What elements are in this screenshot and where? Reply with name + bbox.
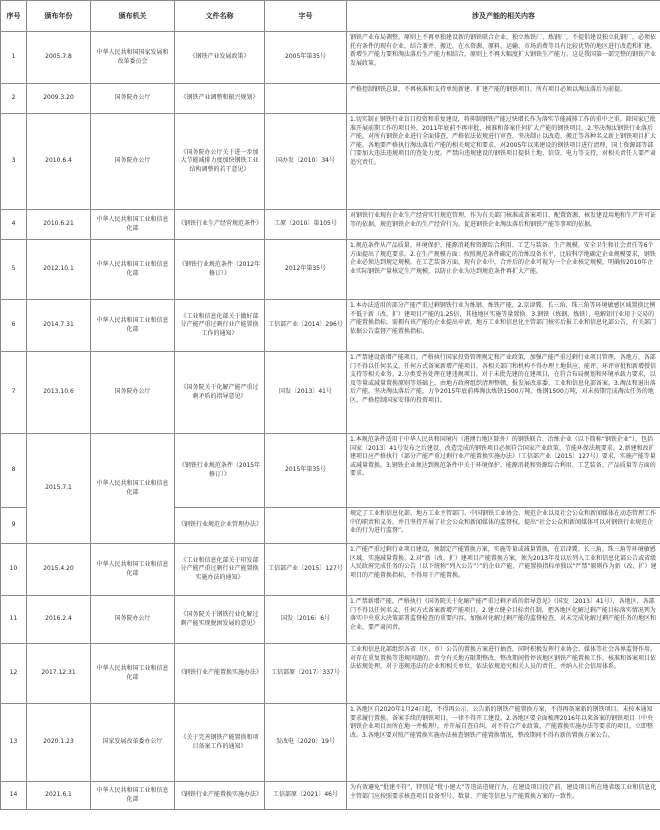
table-row	[1, 84, 660, 114]
row-code: 发改电〔2020〕19号	[265, 704, 347, 782]
row-no: 8	[1, 434, 27, 508]
row-year: 2021.6.1	[27, 782, 91, 810]
row-doc: 《钢铁行业产能置换实施办法》	[175, 644, 265, 704]
row-doc: 《工业和信息化部关于做好部分产能严重过剩行业产能置换工作的通知》	[175, 300, 265, 352]
row-year: 2020.1.23	[27, 704, 91, 782]
header-no: 序号	[1, 1, 27, 32]
row-no: 10	[1, 544, 27, 596]
row-content: 1.切实制止钢铁行业盲目投资和重复建设，将抑制钢铁产能过快增长作为落实节能减排工作的重中之重。除国家已批准开展前期工作的项目外，2011年底前不再审批、核准和备案任何扩大产能的钢铁项目。2.坚决淘汰钢铁行业落后产能。对所有钢铁企业进行全面排查，严格依法依规进行审查，坚决制止以改造、搬迁等各种名义新上钢铁项目扩大产能。各地要严格执行淘汰落后产能的相关规定和要求，对2005年以来建设的钢铁项目进行清理，国土资源部等部门要加大违法违规项目的查处力度。严禁向违规建设的钢铁项目提供土地、信贷、电力等支持，对相关责任人要严肃追究责任。	[347, 114, 660, 210]
row-year: 2015.7.1	[27, 434, 91, 544]
row-doc: 《工业和信息化部关于印发部分产能严重过剩行业产能置换实施办法的通知》	[175, 544, 265, 596]
row-org: 国务院办公厅	[91, 352, 175, 434]
table-row	[1, 704, 660, 782]
row-org: 中华人民共和国工业和信息化部	[91, 644, 175, 704]
row-code: 国办发〔2010〕34号	[265, 114, 347, 210]
row-code: 国发〔2013〕41号	[265, 352, 347, 434]
row-no: 1	[1, 32, 27, 84]
row-org: 国务院办公厅	[91, 114, 175, 210]
table-row	[1, 114, 660, 210]
row-content: 1.严禁新增产能。严格执行《国务院关于化解产能严重过剩矛盾的指导意见》（国发〔2013〕41号），各地区、各部门不得以任何名义、任何方式备案新增产能项目。2.建立健全目标责任制，把各地区化解过剩产能目标落实情况列为落实中央重大决策部署监督检查的重要内容，加强对化解过剩产能的监督检查，对未完成化解过剩产能任务的地区和企业，要严肃问责。	[347, 596, 660, 644]
row-content: 1.各地区自2020年1月24日起，不得再公示、公告新的钢铁产能置换方案，不得再备案新的钢铁项目。未按本通知要求履行置换、备案手续的钢铁项目，一律不得开工建设。2.各地区要全面梳理2016年以来备案的钢铁项目（中央钢铁企业项目由所在地一并梳理），并开展自查自纠，对不符合产业政策、产能置换实施办法等要求的项目，立即整改。3.各地区要对照产能置换实施办法核查钢铁产能置换情况，整改期间不得有新的置换方案公告。	[347, 704, 660, 782]
row-doc: 《国务院办公厅关于进一步加大节能减排力度加快钢铁工业结构调整的若干意见》	[175, 114, 265, 210]
row-content: 1.规范条件从产品质量、环境保护、能源消耗和资源综合利用、工艺与装备、生产规模、安全卫生和社会责任等6个方面提出了规范要求。2.在生产规模方面：按照规范条件确定的冶炼设备水平，比较科学地确定企业规模要求，钢铁企业必须达到规定规模。在工艺装备方面，现有企业中，合并后的企业可视为一个企业核定规模，明确按2010年企业实际钢铁产量核定生产规模，以防止企业为达到规范条件再扩大产能。	[347, 240, 660, 300]
row-org: 国家发展改革委办公厅	[91, 704, 175, 782]
table-row	[1, 782, 660, 810]
row-content: 1.严禁建设新增产能项目。严格执行国家投资管理规定和产业政策，加强产能严重过剩行业项目管理，各地方、各部门不得以任何名义、任何方式备案新增产能项目，各相关部门和机构不得办理土地供应、能评、环评审批和新增授信支持等相关业务。2.分类妥善处理在建违规项目。对于未批先建的在建项目，在符合布局规划和环境承载力要求，以及等量或减量置换原则等基础上，由地方政府组织清理整顿，报发展改革委、工业和信息化部备案。3.淘汰和退出落后产能。坚决淘汰落后产能，力争2015年底前再淘汰炼铁1500万吨、炼钢1500万吨，对未按期完成淘汰任务的地区，严格控制国家安排的投资项目。	[347, 352, 660, 434]
row-year: 2015.4.20	[27, 544, 91, 596]
row-year: 2005.7.8	[27, 32, 91, 84]
row-code: 工信部原〔2021〕46号	[265, 782, 347, 810]
table-row	[1, 32, 660, 84]
row-no: 12	[1, 644, 27, 704]
row-year: 2016.2.4	[27, 596, 91, 644]
row-content: 1.本规范条件适用于中华人民共和国境内（港澳台地区除外）的钢铁联合、冶炼企业（以下简称“钢铁企业”）。包括国家〔2013〕41号发布之后建设、改造完成的钢铁项目必须符合国家产业政策、节能环保法规要求。2.新建和改扩建项目应严格执行《部分产能严重过剩行业产能置换实施办法》（工信部产业〔2015〕127号）要求，实施产能等量或减量置换。3.钢铁企业须达到规范条件中关于环境保护、能源消耗和资源综合利用、工艺装备、产品质量等方面的要求。	[347, 434, 660, 508]
row-org: 国务院办公厅	[91, 596, 175, 644]
row-year: 2017.12.31	[27, 644, 91, 704]
table-row	[1, 544, 660, 596]
row-content: 1.本办法适用的部分产能严重过剩钢铁行业为炼钢、炼铁产能。2.京津冀、长三角、珠三角等环境敏感区域置换比例不低于新（改、扩）建项目产能的1.25倍，其他地区实施等量置换。3.钢铁（炼钢、炼铁）、电解铝行业用于交易的产能置换指标，需拥有该产能的企业提出申请，地方工业和信息化主管部门核实后报工业和信息化部公告，有关部门依据公告监督产能置换指标。	[347, 300, 660, 352]
row-code: 工信部产业〔2014〕296号	[265, 300, 347, 352]
row-year: 2010.6.4	[27, 114, 91, 210]
row-code: 国发〔2016〕6号	[265, 596, 347, 644]
header-doc: 文件名称	[175, 1, 265, 32]
row-doc: 《钢铁行业规范企业管理办法》	[175, 508, 265, 544]
row-no: 13	[1, 704, 27, 782]
row-no: 5	[1, 240, 27, 300]
row-no: 3	[1, 114, 27, 210]
row-no: 6	[1, 300, 27, 352]
row-no: 9	[1, 508, 27, 544]
row-code: 2005年第35号	[265, 32, 347, 84]
row-content: 1.产能严重过剩行业项目建设，须制定产能置换方案，实施等量或减量置换，在京津冀、长三角、珠三角等环境敏感区域，实施减量置换。2.对“新（改、扩）建项目产能置换方案，须为2013年及以后列入工业和信息化部公告或省级人民政府完成任务的公告（以下统称“列入公告”）”的企业产能，产能置换指标单独以“严禁”原则作为新（改、扩）建项目的产能置换指标，不得用于产能置换。	[347, 544, 660, 596]
row-code: 工信部原〔2017〕337号	[265, 644, 347, 704]
header-code: 字号	[265, 1, 347, 32]
row-org: 中华人民共和国工业和信息化部	[91, 434, 175, 544]
table-row	[1, 300, 660, 352]
row-doc: 《钢铁产业调整和振兴规划》	[175, 84, 265, 114]
table-row	[1, 644, 660, 704]
row-doc: 《国务院关于化解产能严重过剩矛盾的指导意见》	[175, 352, 265, 434]
row-year: 2009.3.20	[27, 84, 91, 114]
table-row	[1, 210, 660, 240]
row-doc: 《关于完善钢铁产能置换和项目备案工作的通知》	[175, 704, 265, 782]
row-no: 11	[1, 596, 27, 644]
row-doc: 《钢铁行业规范条件（2012年修订）》	[175, 240, 265, 300]
row-org: 中华人民共和国工业和信息化部	[91, 544, 175, 596]
row-content: 规定了工业和信息化部、地方工业主管部门、中国钢铁工业协会、规范企业以及社会公众和新闻媒体在动态管理工作中的职责和义务，并且坚持开展了社会公众和新闻媒体的监督权，提出“社会公众和新闻媒体可以对钢铁行业规范企业的行为进行监督”。	[347, 508, 660, 544]
row-code	[265, 84, 347, 114]
row-year: 2012.10.1	[27, 240, 91, 300]
row-doc: 《钢铁行业规范条件（2015年修订）》	[175, 434, 265, 508]
row-content: 工业和信息化部组织各省（区、市）公告的置换方案进行抽查，同时积极发挥行业协会、媒体等社会各界监督作用。对存在重复置换等违规问题的，责令有关地方限期整改，整改期间暂停该地区钢铁产能置换工作，核准和备案项目依法依规处理，对于违规违法的企业和相关单位，依法依规追究相关人员的责任，并纳入社会信用体系。	[347, 644, 660, 704]
header-content: 涉及产能的相关内容	[347, 1, 660, 32]
table-row	[1, 434, 660, 508]
row-code	[265, 508, 347, 544]
row-org: 中华人民共和国工业和信息化部	[91, 210, 175, 240]
row-code: 工原〔2010〕第105号	[265, 210, 347, 240]
header-year: 颁布年份	[27, 1, 91, 32]
row-org: 中华人民共和国工业和信息化部	[91, 300, 175, 352]
row-code: 2012年第35号	[265, 240, 347, 300]
row-content: 为有效避免“批建不符”，特别是“批小建大”等违法违规行为，在建设项目投产前，建设项目所在地省级工业和信息化主管部门应按照要求核查项目设备型号、数量、产能等信息与产能置换方案的一致性。	[347, 782, 660, 810]
row-doc: 《钢铁行业生产经营规范条件》	[175, 210, 265, 240]
row-org: 中华人民共和国工业和信息化部	[91, 240, 175, 300]
row-no: 14	[1, 782, 27, 810]
row-content: 严格控制钢铁总量，不再核准和支持单纯新建、扩建产能的钢铁项目，所有项目必须以淘汰落后为前提。	[347, 84, 660, 114]
row-doc: 《钢铁行业产能置换实施办法》	[175, 782, 265, 810]
row-code: 2015年第35号	[265, 434, 347, 508]
table-row	[1, 240, 660, 300]
row-org: 国务院办公厅	[91, 84, 175, 114]
header-org: 颁布机关	[91, 1, 175, 32]
row-org: 中华人民共和国工业和信息化部	[91, 782, 175, 810]
row-no: 2	[1, 84, 27, 114]
row-no: 7	[1, 352, 27, 434]
row-content: 钢铁产业布局调整，原则上不再单独建设新的钢铁联合企业、独立炼铁厂、炼钢厂，不提倡建设独立轧钢厂，必须依托有条件的现有企业，结合兼并、搬迁，在水资源、原料、运输、市场消费等具有比较优势的地区进行改造和扩建。新增生产能力要和淘汰落后生产能力相结合，原则上不再大幅度扩大钢铁生产能力。这是我国第一部完整的钢铁产业发展政策。	[347, 32, 660, 84]
row-code: 工信部产业〔2015〕127号	[265, 544, 347, 596]
row-year: 2010.6.21	[27, 210, 91, 240]
row-doc: 《国务院关于钢铁行业化解过剩产能实现脱困发展的意见》	[175, 596, 265, 644]
row-no: 4	[1, 210, 27, 240]
row-year: 2014.7.31	[27, 300, 91, 352]
table-row	[1, 596, 660, 644]
row-doc: 《钢铁产业发展政策》	[175, 32, 265, 84]
row-org: 中华人民共和国国家发展和改革委员会	[91, 32, 175, 84]
row-content: 对钢铁行业现有企业生产经营实行规范管理，作为有关部门核准或备案项目、配置资源、核发建设用地和生产许可证等的依据，规范钢铁企业的生产经营行为，促进钢铁企业淘汰落后和钢铁产能等事项的依据。	[347, 210, 660, 240]
row-year: 2013.10.6	[27, 352, 91, 434]
table-row	[1, 352, 660, 434]
header-row	[1, 1, 660, 32]
